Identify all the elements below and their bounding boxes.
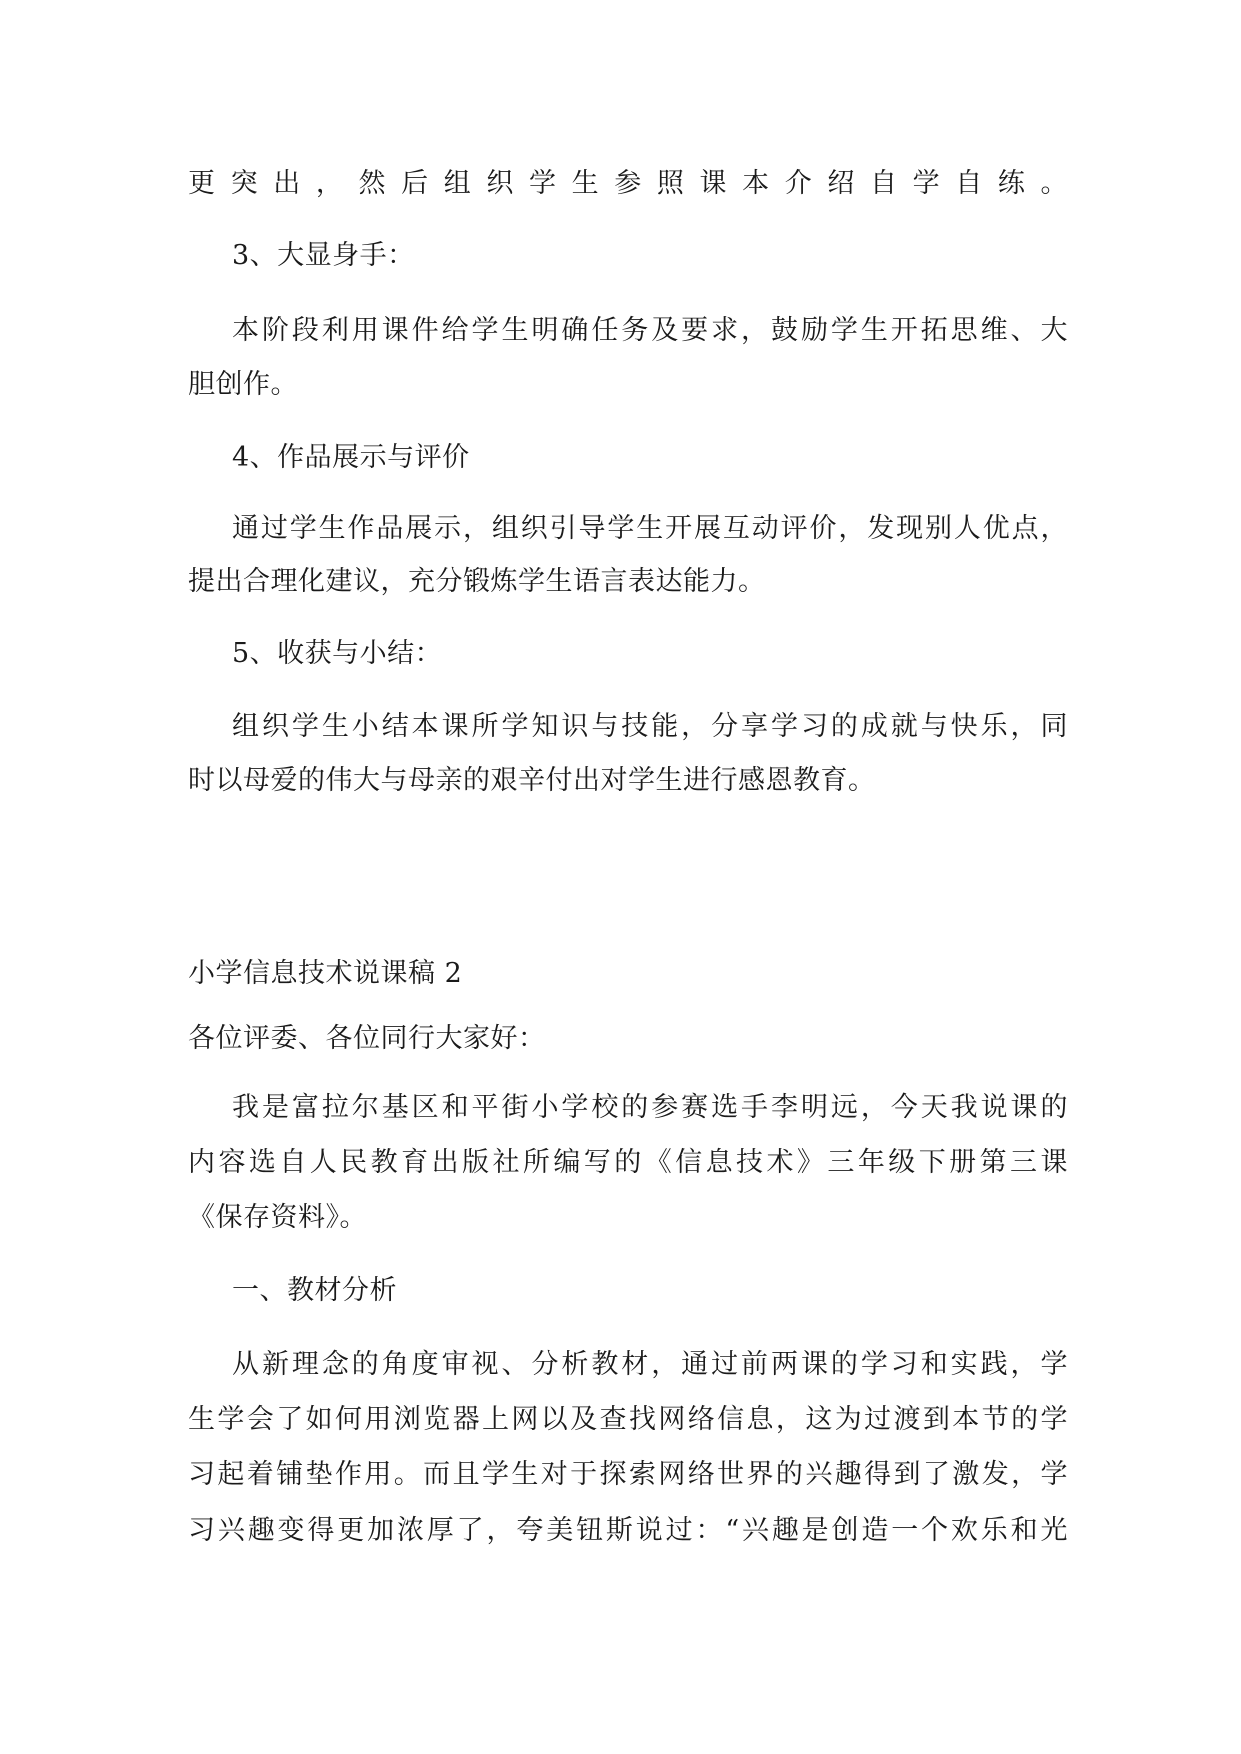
paragraph-line: 《保存资料》。 <box>188 1202 367 1233</box>
section-heading: 4、作品展示与评价 <box>232 442 470 473</box>
paragraph-line: 胆创作。 <box>188 369 298 400</box>
paragraph-line: 更突出，然后组织学生参照课本介绍自学自练。 <box>188 168 1068 199</box>
section-heading: 一、教材分析 <box>232 1275 397 1306</box>
paragraph-line: 从新理念的角度审视、分析教材，通过前两课的学习和实践，学 <box>232 1349 1068 1380</box>
paragraph-line: 内容选自人民教育出版社所编写的《信息技术》三年级下册第三课 <box>188 1147 1068 1178</box>
paragraph-line: 提出合理化建议，充分锻炼学生语言表达能力。 <box>188 566 766 597</box>
paragraph-line: 本阶段利用课件给学生明确任务及要求，鼓励学生开拓思维、大 <box>232 315 1068 346</box>
section-heading: 3、大显身手： <box>232 240 415 271</box>
article-title: 小学信息技术说课稿 2 <box>188 958 463 989</box>
paragraph-line: 生学会了如何用浏览器上网以及查找网络信息，这为过渡到本节的学 <box>188 1404 1068 1435</box>
paragraph-line: 习起着铺垫作用。而且学生对于探索网络世界的兴趣得到了激发，学 <box>188 1459 1068 1490</box>
paragraph-line: 习兴趣变得更加浓厚了，夸美钮斯说过：“兴趣是创造一个欢乐和光 <box>188 1515 1068 1546</box>
greeting: 各位评委、各位同行大家好： <box>188 1023 546 1054</box>
section-heading: 5、收获与小结： <box>232 638 443 669</box>
paragraph-line: 我是富拉尔基区和平街小学校的参赛选手李明远，今天我说课的 <box>232 1092 1068 1123</box>
paragraph-line: 时以母爱的伟大与母亲的艰辛付出对学生进行感恩教育。 <box>188 765 876 796</box>
paragraph-line: 通过学生作品展示，组织引导学生开展互动评价，发现别人优点， <box>232 513 1068 544</box>
paragraph-line: 组织学生小结本课所学知识与技能，分享学习的成就与快乐，同 <box>232 711 1068 742</box>
